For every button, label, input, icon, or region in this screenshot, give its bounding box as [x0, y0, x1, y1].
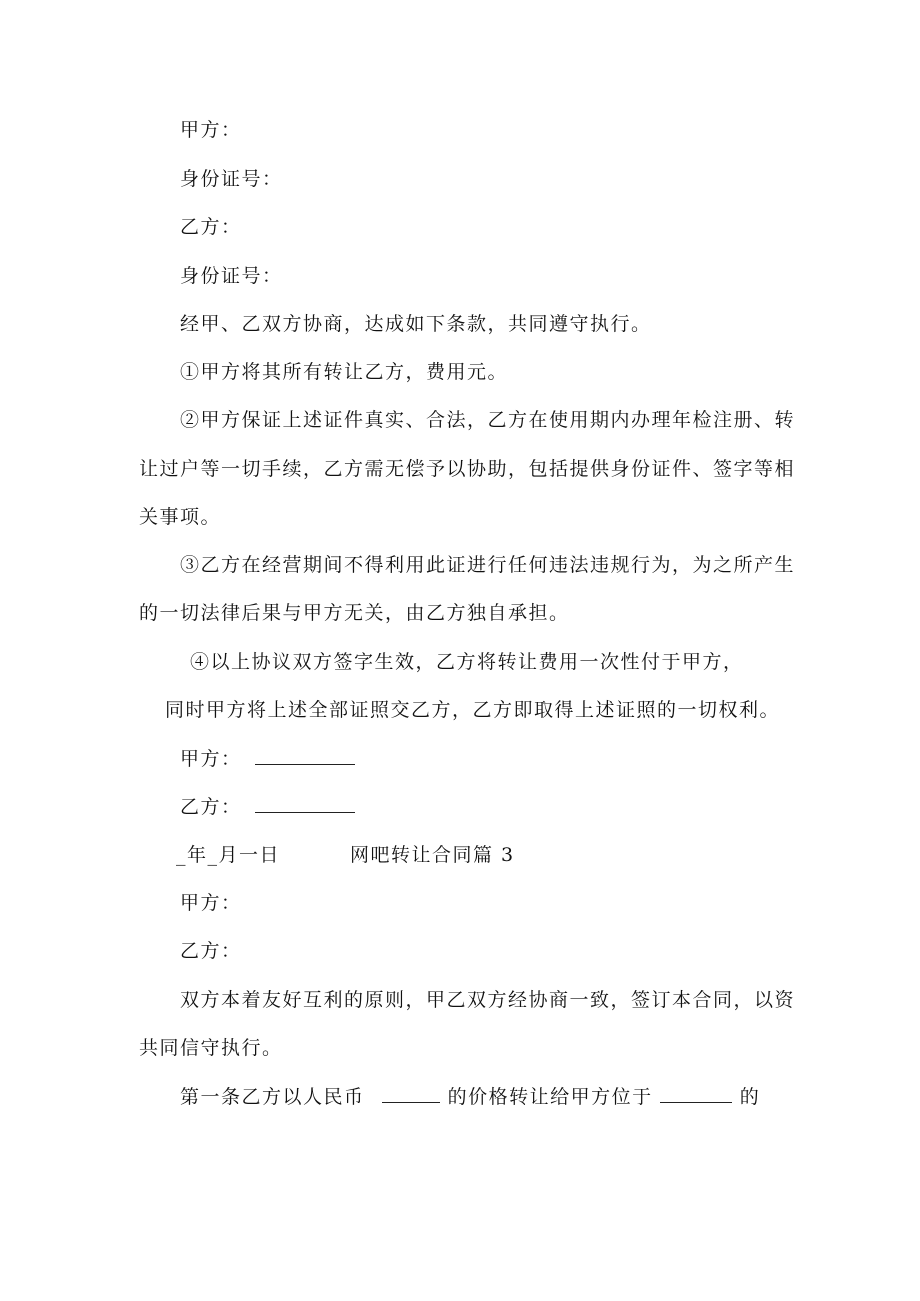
- party-a-label: 甲方：: [180, 119, 242, 141]
- clause-3-line-1: ③乙方在经营期间不得利用此证进行任何违法违规行为，为之所产生: [180, 554, 796, 576]
- article-1: [180, 1084, 760, 1109]
- clause-2-line-2: 让过户等一切手续，乙方需无偿予以协助，包括提供身份证件、签字等相: [139, 458, 796, 480]
- clause-3-line-2: 的一切法律后果与甲方无关，由乙方独自承担。: [139, 602, 570, 624]
- section-title: 网吧转让合同篇 3: [350, 844, 515, 866]
- clause-4-line-1: ④以上协议双方签字生效，乙方将转让费用一次性付于甲方，: [190, 651, 744, 673]
- article-1-price-blank: [382, 1084, 440, 1103]
- article-1-part-1: 第一条乙方以人民币: [180, 1086, 365, 1108]
- contract3-party-a: 甲方：: [180, 892, 242, 914]
- contract3-intro-line-1: 双方本着友好互利的原则，甲乙双方经协商一致，签订本合同，以资: [180, 989, 796, 1011]
- signature-party-b-label: 乙方：: [180, 796, 242, 818]
- clause-2-line-1: ②甲方保证上述证件真实、合法，乙方在使用期内办理年检注册、转: [180, 409, 796, 431]
- party-a-id-label: 身份证号：: [180, 168, 283, 190]
- article-1-location-blank: [660, 1084, 732, 1103]
- party-b-id-label: 身份证号：: [180, 265, 283, 287]
- signature-party-a-blank: [255, 746, 355, 765]
- intro-paragraph: 经甲、乙双方协商，达成如下条款，共同遵守执行。: [180, 313, 652, 335]
- clause-2-line-3: 关事项。: [139, 506, 222, 528]
- date-line: _年_月一日: [176, 844, 281, 866]
- article-1-part-2: 的价格转让给甲方位于: [447, 1086, 653, 1108]
- contract3-intro-line-2: 共同信守执行。: [139, 1037, 283, 1059]
- signature-party-a-label: 甲方：: [180, 748, 242, 770]
- clause-1: ①甲方将其所有转让乙方，费用元。: [180, 361, 509, 383]
- article-1-part-3: 的: [739, 1086, 761, 1108]
- clause-4-line-2: 同时甲方将上述全部证照交乙方，乙方即取得上述证照的一切权利。: [165, 699, 781, 721]
- signature-party-b: [180, 794, 355, 819]
- contract3-party-b: 乙方：: [180, 940, 242, 962]
- party-b-label: 乙方：: [180, 216, 242, 238]
- signature-party-b-blank: [255, 794, 355, 813]
- signature-party-a: [180, 746, 355, 771]
